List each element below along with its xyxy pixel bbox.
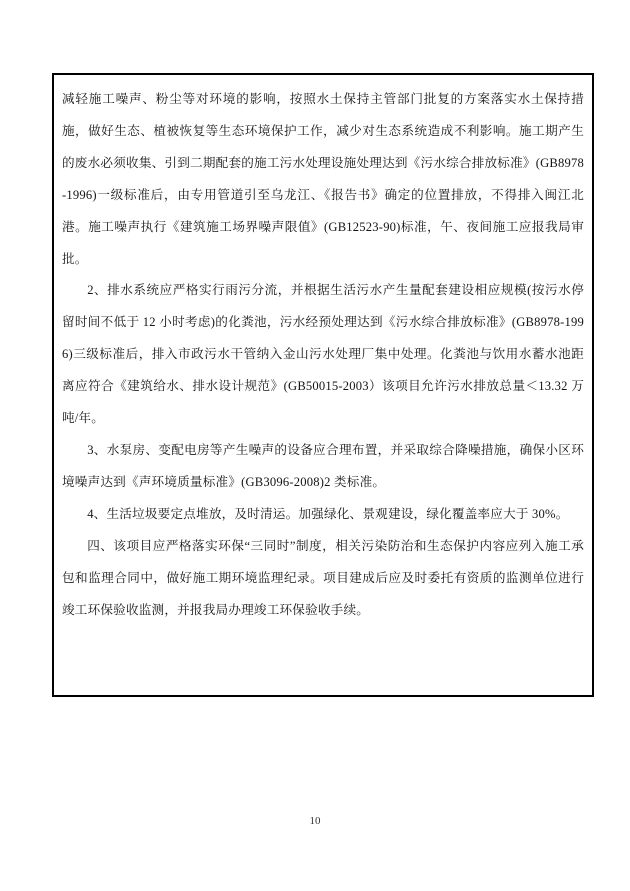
paragraph-construction-impact: 减轻施工噪声、粉尘等对环境的影响，按照水土保持主管部门批复的方案落实水土保持措施，做好生态、植被恢复等生态环境保护工作，减少对生态系统造成不利影响。施工期产生的废水必须收集、引到二期配套的施工污水处理设施处理达到《污水综合排放标准》(GB8978-1996)一级标准后，由专用管道引至乌龙江、《报告书》确定的位置排放，不得排入闽江北港。施工噪声执行《建筑施工场界噪声限值》(GB12523-90)标准，午、夜间施工应报我局审批。 [62, 92, 584, 266]
approval-requirements-cell [52, 73, 594, 697]
paragraph-drainage-system: 2、排水系统应严格实行雨污分流，并根据生活污水产生量配套建设相应规模(按污水停留时间不低于 12 小时考虑)的化粪池，污水经预处理达到《污水综合排放标准》(GB8978-1996)三级标准后，排入市政污水干管纳入金山污水处理厂集中处理。化粪池与饮用水蓄水池距离应符合《建筑给水、排水设计规范》(GB50015-2003）该项目允许污水排放总量＜13.32 万吨/年。 [62, 283, 584, 426]
paragraph-three-simultaneous: 四、该项目应严格落实环保“三同时”制度，相关污染防治和生态保护内容应列入施工承包和监理合同中，做好施工期环境监理纪录。项目建成后应及时委托有资质的监测单位进行竣工环保验收监测，并报我局办理竣工环保验收手续。 [62, 538, 584, 617]
paragraph-noise-equipment: 3、水泵房、变配电房等产生噪声的设备应合理布置，并采取综合降噪措施，确保小区环境噪声达到《声环境质量标准》(GB3096-2008)2 类标准。 [62, 442, 584, 489]
paragraph-waste-greening: 4、生活垃圾要定点堆放，及时清运。加强绿化、景观建设，绿化覆盖率应大于 30%。 [87, 506, 569, 521]
page-number: 10 [309, 815, 321, 827]
